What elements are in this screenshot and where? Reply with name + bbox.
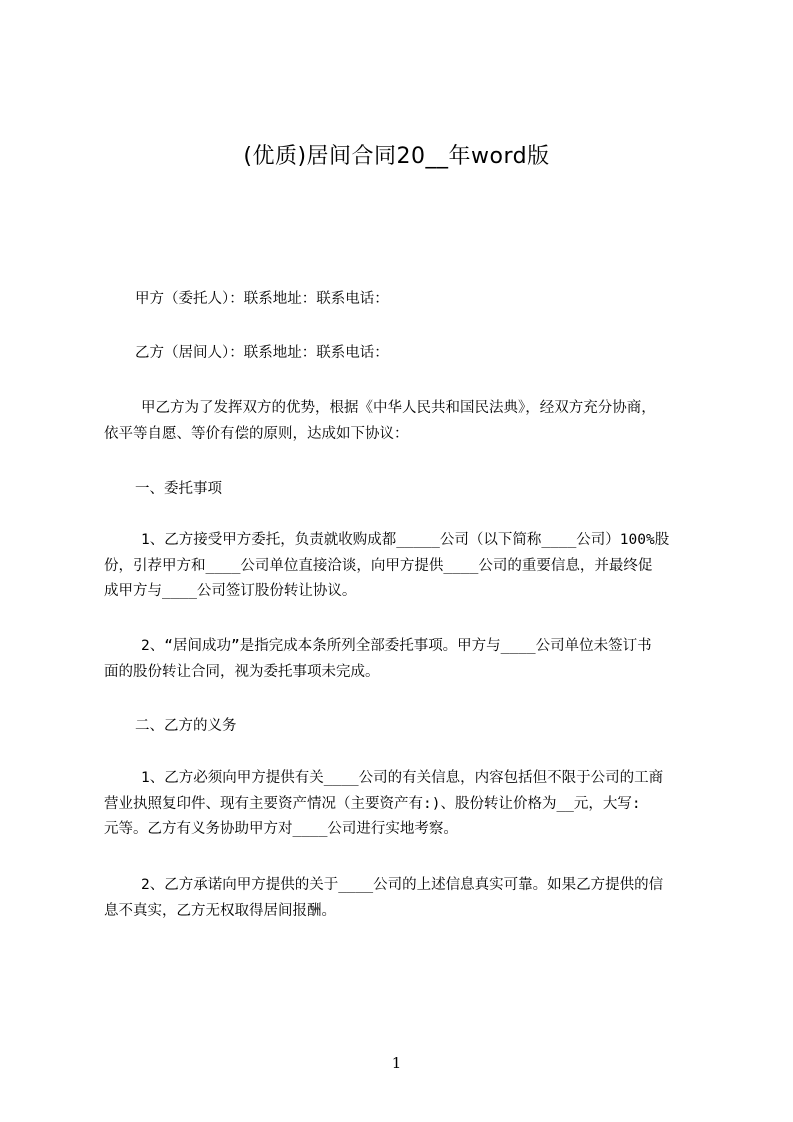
- preamble-paragraph: 甲乙方为了发挥双方的优势，根据《中华人民共和国民法典》，经双方充分协商， 依平等自愿、等价有偿的原则，达成如下协议：: [104, 400, 656, 442]
- section-2-item-2: 2、乙方承诺向甲方提供的关于____公司的上述信息真实可靠。如果乙方提供的信 息不真实，乙方无权取得居间报酬。: [104, 877, 664, 919]
- party-b-line: 乙方（居间人）：联系地址：联系电话：: [135, 345, 389, 361]
- page-number: 1: [391, 1054, 402, 1072]
- document-title: (优质)居间合同20__年word版: [243, 144, 550, 169]
- section-1-item-1: 1、乙方接受甲方委托，负责就收购成都_____公司（以下简称____公司）100%股 份，引荐甲方和____公司单位直接洽谈，向甲方提供____公司的重要信息，并最终促 成甲方与____公司签订股份转让协议。: [104, 532, 670, 599]
- section-2-item-1: 1、乙方必须向甲方提供有关____公司的有关信息，内容包括但不限于公司的工商 营业执照复印件、现有主要资产情况（主要资产有:)、股份转让价格为__元，大写: 元等。乙方有义务协助甲方对____公司进行实地考察。: [104, 770, 664, 837]
- section-1-item-2: 2、“居间成功”是指完成本条所列全部委托事项。甲方与____公司单位未签订书 面的股份转让合同，视为委托事项未完成。: [104, 638, 652, 680]
- section-2-heading: 二、乙方的义务: [135, 718, 237, 734]
- section-1-heading: 一、委托事项: [135, 481, 222, 497]
- party-a-line: 甲方（委托人）：联系地址：联系电话：: [135, 291, 389, 307]
